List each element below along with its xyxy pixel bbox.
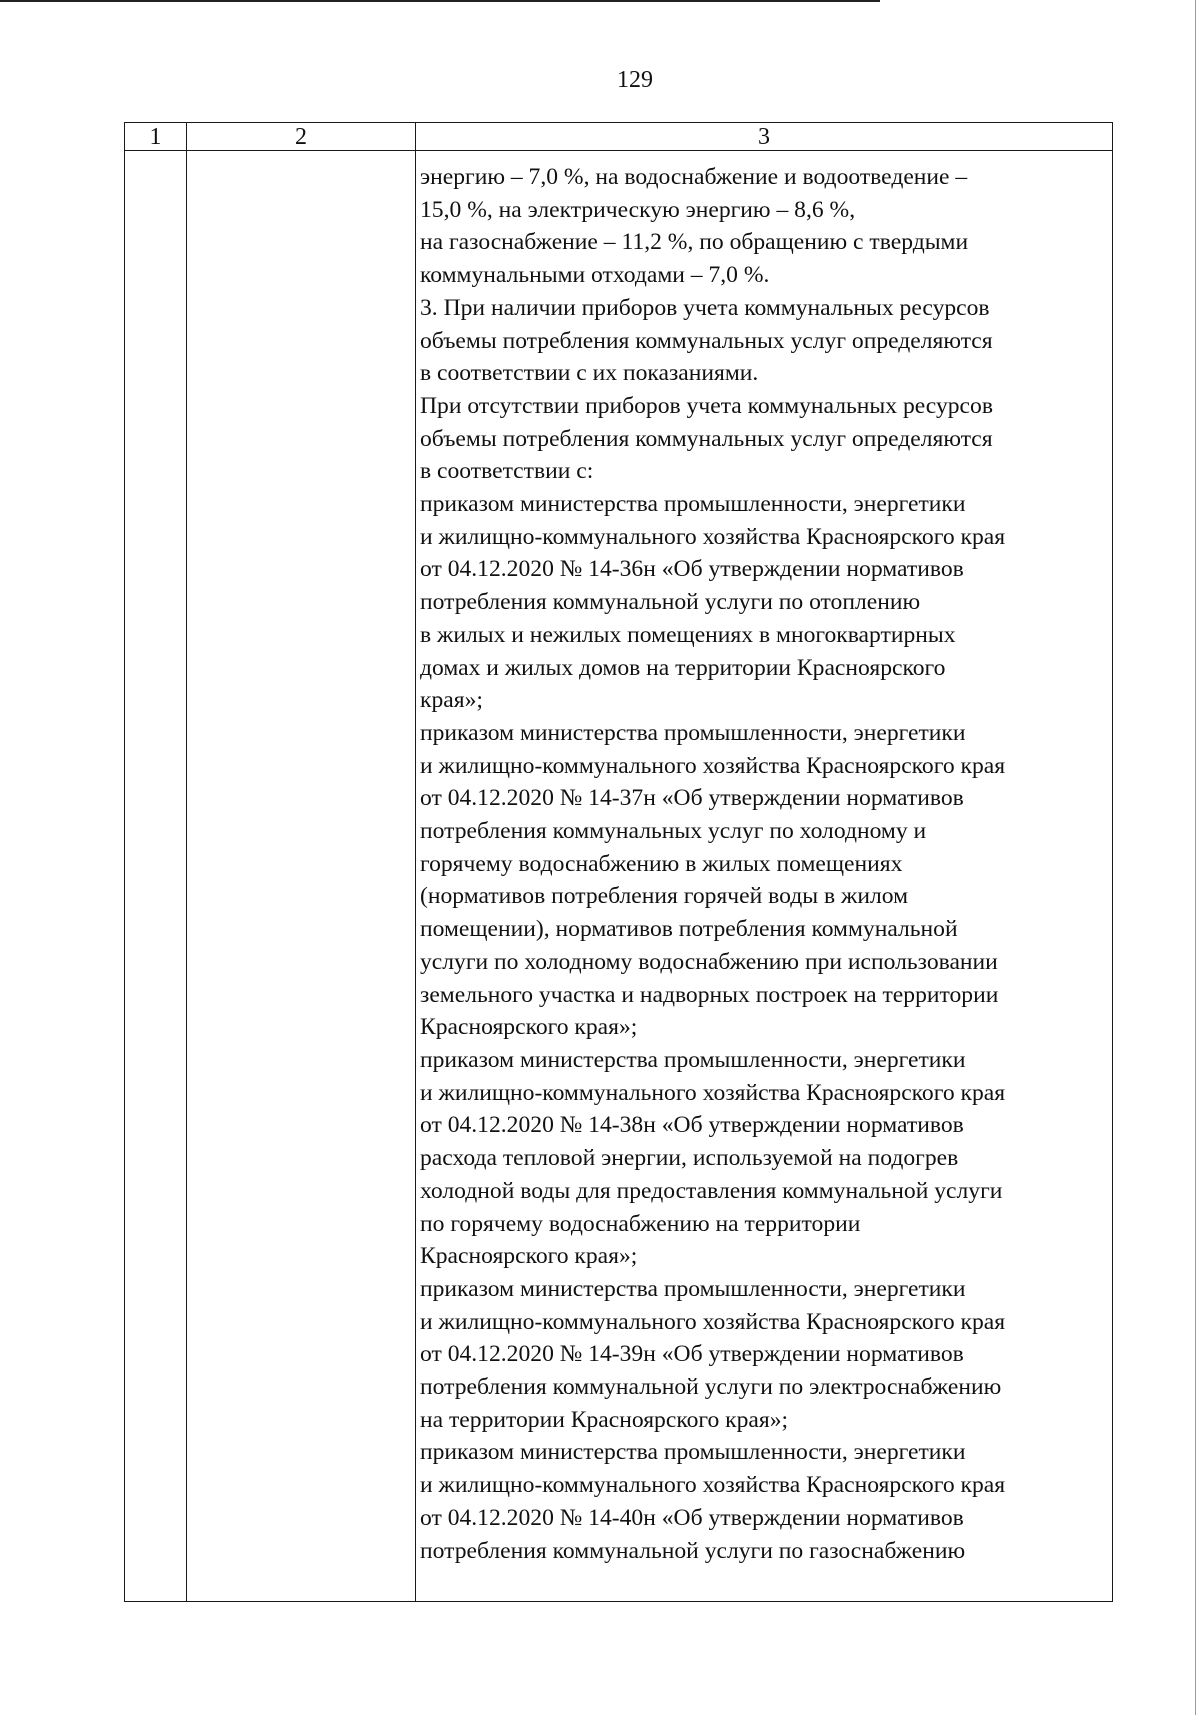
- column-header-3: 3: [416, 123, 1113, 151]
- text-line: земельного участка и надворных построек на территории: [420, 981, 999, 1008]
- text-line: Красноярского края»;: [420, 1014, 638, 1041]
- text-line: от 04.12.2020 № 14-37н «Об утверждении нормативов: [420, 785, 964, 812]
- text-line: энергию – 7,0 %, на водоснабжение и водоотведение –: [420, 164, 968, 190]
- text-line: по горячему водоснабжению на территории: [420, 1210, 861, 1237]
- text-line: приказом министерства промышленности, энергетики: [420, 1275, 966, 1302]
- table-row: [125, 151, 1113, 1602]
- text-line: и жилищно-коммунального хозяйства Красноярского края: [420, 1472, 1006, 1499]
- text-line: объемы потребления коммунальных услуг определяются: [420, 425, 993, 452]
- text-line: приказом министерства промышленности, энергетики: [420, 491, 966, 518]
- text-line: приказом министерства промышленности, энергетики: [420, 719, 966, 746]
- text-line: потребления коммунальной услуги по отоплению: [420, 589, 921, 616]
- text-line: 3. При наличии приборов учета коммунальных ресурсов: [420, 294, 990, 321]
- text-line: помещении), нормативов потребления коммунальной: [420, 916, 958, 943]
- text-line: на газоснабжение – 11,2 %, по обращению с твердыми: [420, 229, 969, 256]
- text-line: и жилищно-коммунального хозяйства Красноярского края: [420, 1308, 1006, 1335]
- text-line: приказом министерства промышленности, энергетики: [420, 1439, 966, 1466]
- text-line: При отсутствии приборов учета коммунальных ресурсов: [420, 392, 993, 419]
- column-header-1: 1: [125, 123, 187, 151]
- table-header-row: [125, 123, 1113, 151]
- text-line: и жилищно-коммунального хозяйства Красноярского края: [420, 1079, 1006, 1106]
- text-line: потребления коммунальных услуг по холодному и: [420, 818, 927, 845]
- table-cell-col3: [416, 151, 1113, 1602]
- text-line: объемы потребления коммунальных услуг определяются: [420, 327, 993, 354]
- text-line: от 04.12.2020 № 14-39н «Об утверждении нормативов: [420, 1341, 964, 1368]
- text-line: горячему водоснабжению в жилых помещениях: [420, 850, 903, 877]
- table-cell-col2: [187, 151, 416, 1602]
- col3-text-block: [420, 161, 1106, 1567]
- text-line: в соответствии с их показаниями.: [420, 360, 759, 387]
- table-cell-col1: [125, 151, 187, 1602]
- text-line: и жилищно-коммунального хозяйства Красноярского края: [420, 752, 1006, 779]
- scan-top-border-line: [0, 0, 880, 2]
- text-line: в соответствии с:: [420, 458, 594, 485]
- text-line: края»;: [420, 687, 483, 714]
- text-line: домах и жилых домов на территории Красноярского: [420, 654, 946, 681]
- column-header-2: 2: [187, 123, 416, 151]
- text-line: в жилых и нежилых помещениях в многоквартирных: [420, 621, 956, 648]
- text-line: приказом министерства промышленности, энергетики: [420, 1046, 966, 1073]
- text-line: (нормативов потребления горячей воды в жилом: [420, 883, 909, 910]
- page-number: 129: [617, 67, 653, 93]
- document-table: [124, 122, 1113, 1602]
- text-line: холодной воды для предоставления коммунальной услуги: [420, 1177, 1003, 1204]
- text-line: от 04.12.2020 № 14-38н «Об утверждении нормативов: [420, 1112, 964, 1139]
- text-line: Красноярского края»;: [420, 1243, 638, 1270]
- text-line: расхода тепловой энергии, используемой на подогрев: [420, 1145, 959, 1172]
- text-line: 15,0 %, на электрическую энергию – 8,6 %,: [420, 196, 856, 223]
- text-line: потребления коммунальной услуги по электроснабжению: [420, 1374, 1002, 1401]
- text-line: коммунальными отходами – 7,0 %.: [420, 262, 770, 289]
- text-line: потребления коммунальной услуги по газоснабжению: [420, 1537, 966, 1564]
- text-line: от 04.12.2020 № 14-36н «Об утверждении нормативов: [420, 556, 964, 583]
- text-line: услуги по холодному водоснабжению при использовании: [420, 948, 998, 975]
- text-line: и жилищно-коммунального хозяйства Красноярского края: [420, 523, 1006, 550]
- text-line: на территории Красноярского края»;: [420, 1406, 789, 1433]
- text-line: от 04.12.2020 № 14-40н «Об утверждении нормативов: [420, 1504, 964, 1531]
- scan-right-edge-line: [1195, 0, 1196, 1715]
